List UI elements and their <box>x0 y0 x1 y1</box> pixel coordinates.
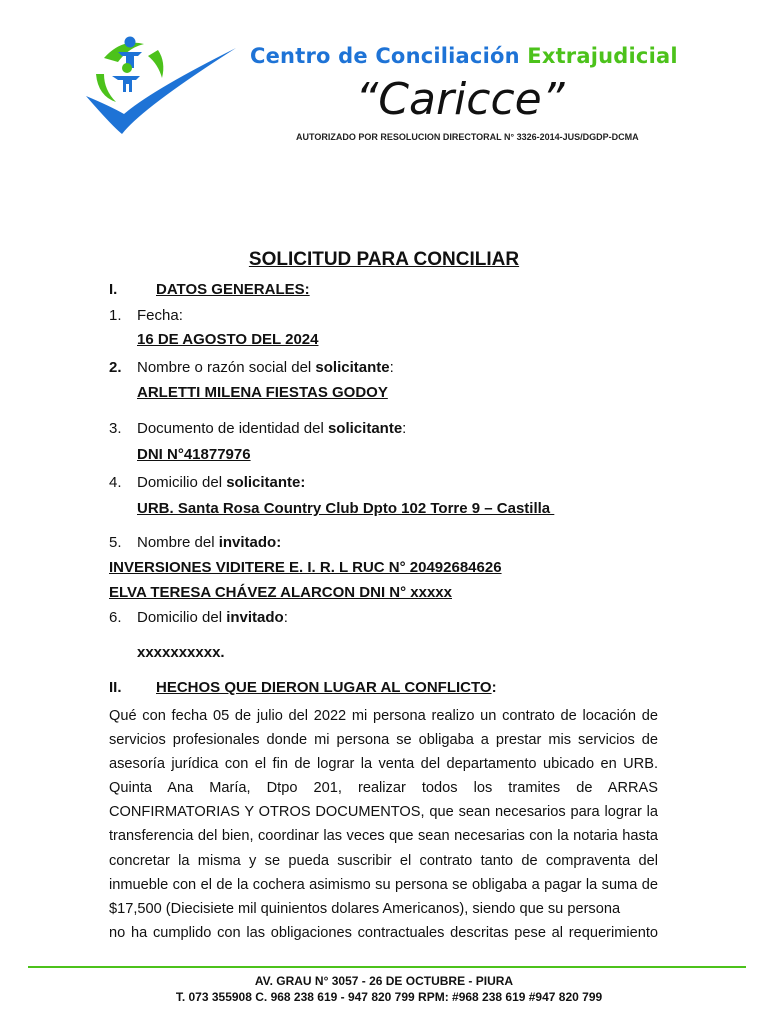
center-title: Centro de Conciliación Extrajudicial <box>250 44 678 68</box>
item4-label: Domicilio del solicitante: <box>137 474 306 491</box>
item4-value: URB. Santa Rosa Country Club Dpto 102 Torre 9 – Castilla <box>137 500 555 517</box>
item6-label: Domicilio del invitado: <box>137 609 288 626</box>
item5-number: 5. <box>109 534 122 551</box>
item3-number: 3. <box>109 420 122 437</box>
item1-value: 16 DE AGOSTO DEL 2024 <box>137 331 319 348</box>
footer-address: AV. GRAU N° 3057 - 26 DE OCTUBRE - PIURA <box>254 974 514 988</box>
people-checkmark-logo <box>82 34 238 142</box>
item2-value: ARLETTI MILENA FIESTAS GODOY <box>137 384 388 401</box>
invitee-person: ELVA TERESA CHÁVEZ ALARCON DNI N° xxxxx <box>109 584 452 601</box>
footer-phones: T. 073 355908 C. 968 238 619 - 947 820 799 RPM: #968 238 619 #947 820 799 <box>175 990 603 1004</box>
item3-label: Documento de identidad del solicitante: <box>137 420 407 437</box>
item2-number: 2. <box>109 359 122 376</box>
document-title: SOLICITUD PARA CONCILIAR <box>248 249 520 270</box>
section2-number: II. <box>109 679 122 696</box>
section1-heading: DATOS GENERALES: <box>156 281 310 298</box>
item1-number: 1. <box>109 307 122 324</box>
item1-label: Fecha: <box>137 307 183 324</box>
center-name: “Caricce” <box>355 74 565 125</box>
facts-last-line: no ha cumplido con las obligaciones contractuales descritas pese al requerimiento <box>109 924 658 941</box>
item3-value: DNI N°41877976 <box>137 446 251 463</box>
facts-body: Qué con fecha 05 de julio del 2022 mi persona realizo un contrato de locación de servicios profesionales donde mi persona se obligaba a prestar mis servicios de asesoría jurídica con el fin de lograr la venta del departamento ubicado en URB. Quinta Ana María, Dtpo 201, realizar todos los tramites de ARRAS CONFIRMATORIAS Y OTROS DOCUMENTOS, que sean necesarios para lograr la transferencia del bien, coordinar las veces que sean necesarias con la notaria hasta concretar la misma y se pueda suscribir el contrato tanto de compraventa del inmueble con el de la cochera asimismo su persona se obligaba a pagar la suma de $17,500 (Diecisiete mil quinientos dolares Americanos), siendo que su persona <box>109 708 658 917</box>
section2-heading: HECHOS QUE DIERON LUGAR AL CONFLICTO: <box>156 679 497 696</box>
item4-number: 4. <box>109 474 122 491</box>
item2-label: Nombre o razón social del solicitante: <box>137 359 394 376</box>
authorization-text: AUTORIZADO POR RESOLUCION DIRECTORAL N° 3326-2014-JUS/DGDP-DCMA <box>296 132 639 142</box>
invitee-company: INVERSIONES VIDITERE E. I. R. L RUC N° 20492684626 <box>109 559 502 576</box>
item6-value: xxxxxxxxxx. <box>137 644 225 661</box>
facts-paragraph <box>109 704 658 945</box>
item6-number: 6. <box>109 609 122 626</box>
section1-number: I. <box>109 281 118 298</box>
footer-divider <box>28 966 746 968</box>
item5-label: Nombre del invitado: <box>137 534 282 551</box>
